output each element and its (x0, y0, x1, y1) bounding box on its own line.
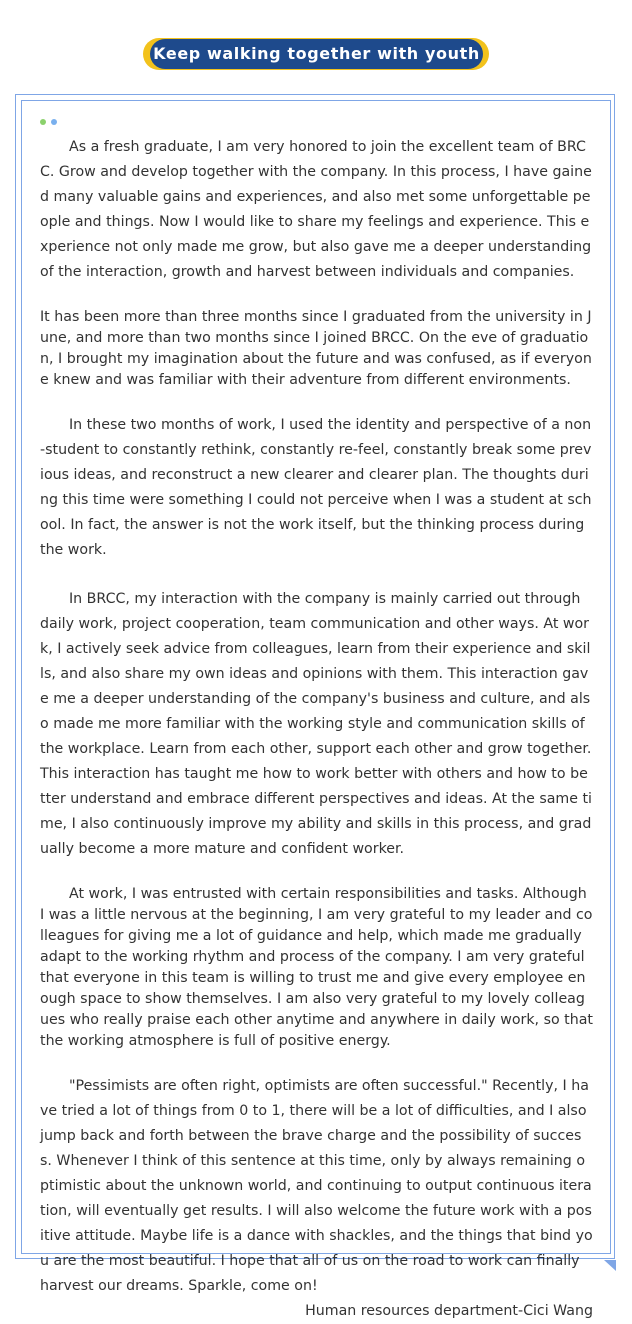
signature: Human resources department-Cici Wang (305, 1303, 593, 1319)
corner-triangle-decoration (604, 1260, 616, 1271)
article-body (40, 135, 593, 1324)
paragraph-5: At work, I was entrusted with certain responsibilities and tasks. Although I was a little nervous at the beginning, I am very grateful to my leader and colleagues for giving me a lot of guidance and help, which made me gradually adapt to the working rhythm and process of the company. I am very grateful that everyone in this team is willing to trust me and give every employee enough space to show themselves. I am also very grateful to my lovely colleagues who really praise each other anytime and anywhere in daily work, so that the working atmosphere is full of positive energy. (40, 886, 593, 1049)
paragraph-6: "Pessimists are often right, optimists are often successful." Recently, I have tried a lot of things from 0 to 1, there will be a lot of difficulties, and I also jump back and forth between the brave charge and the possibility of success. Whenever I think of this sentence at this time, only by always remaining optimistic about the unknown world, and continuing to output continuous iteration, will eventually get results. I will also welcome the future work with a positive attitude. Maybe life is a dance with shackles, and the things that bind you are the most beautiful. I hope that all of us on the road to work can finally harvest our dreams. Sparkle, come on! (40, 1078, 593, 1294)
paragraph-3: In these two months of work, I used the identity and perspective of a non-student to constantly rethink, constantly re-feel, constantly break some previous ideas, and reconstruct a new clearer and clearer plan. The thoughts during this time were something I could not perceive when I was a student at school. In fact, the answer is not the work itself, but the thinking process during the work. (40, 417, 592, 558)
paragraph-1: As a fresh graduate, I am very honored to join the excellent team of BRCC. Grow and develop together with the company. In this process, I have gained many valuable gains and experiences, and also met some unforgettable people and things. Now I would like to share my feelings and experience. This experience not only made me grow, but also gave me a deeper understanding of the interaction, growth and harvest between individuals and companies. (40, 139, 592, 280)
blue-dot-decoration (51, 119, 57, 125)
green-dot-decoration (40, 119, 46, 125)
paragraph-4: In BRCC, my interaction with the company is mainly carried out through daily work, project cooperation, team communication and other ways. At work, I actively seek advice from colleagues, learn from their experience and skills, and also share my own ideas and opinions with them. This interaction gave me a deeper understanding of the company's business and culture, and also made me more familiar with the working style and communication skills of the workplace. Learn from each other, support each other and grow together. This interaction has taught me how to work better with others and how to better understand and embrace different perspectives and ideas. At the same time, I also continuously improve my ability and skills in this process, and gradually become a more mature and confident worker. (40, 591, 592, 857)
page-title: Keep walking together with youth (150, 39, 483, 69)
paragraph-2: It has been more than three months since I graduated from the university in June, and more than two months since I joined BRCC. On the eve of graduation, I brought my imagination about the future and was confused, as if everyone knew and was familiar with their adventure from different environments. (40, 309, 592, 388)
